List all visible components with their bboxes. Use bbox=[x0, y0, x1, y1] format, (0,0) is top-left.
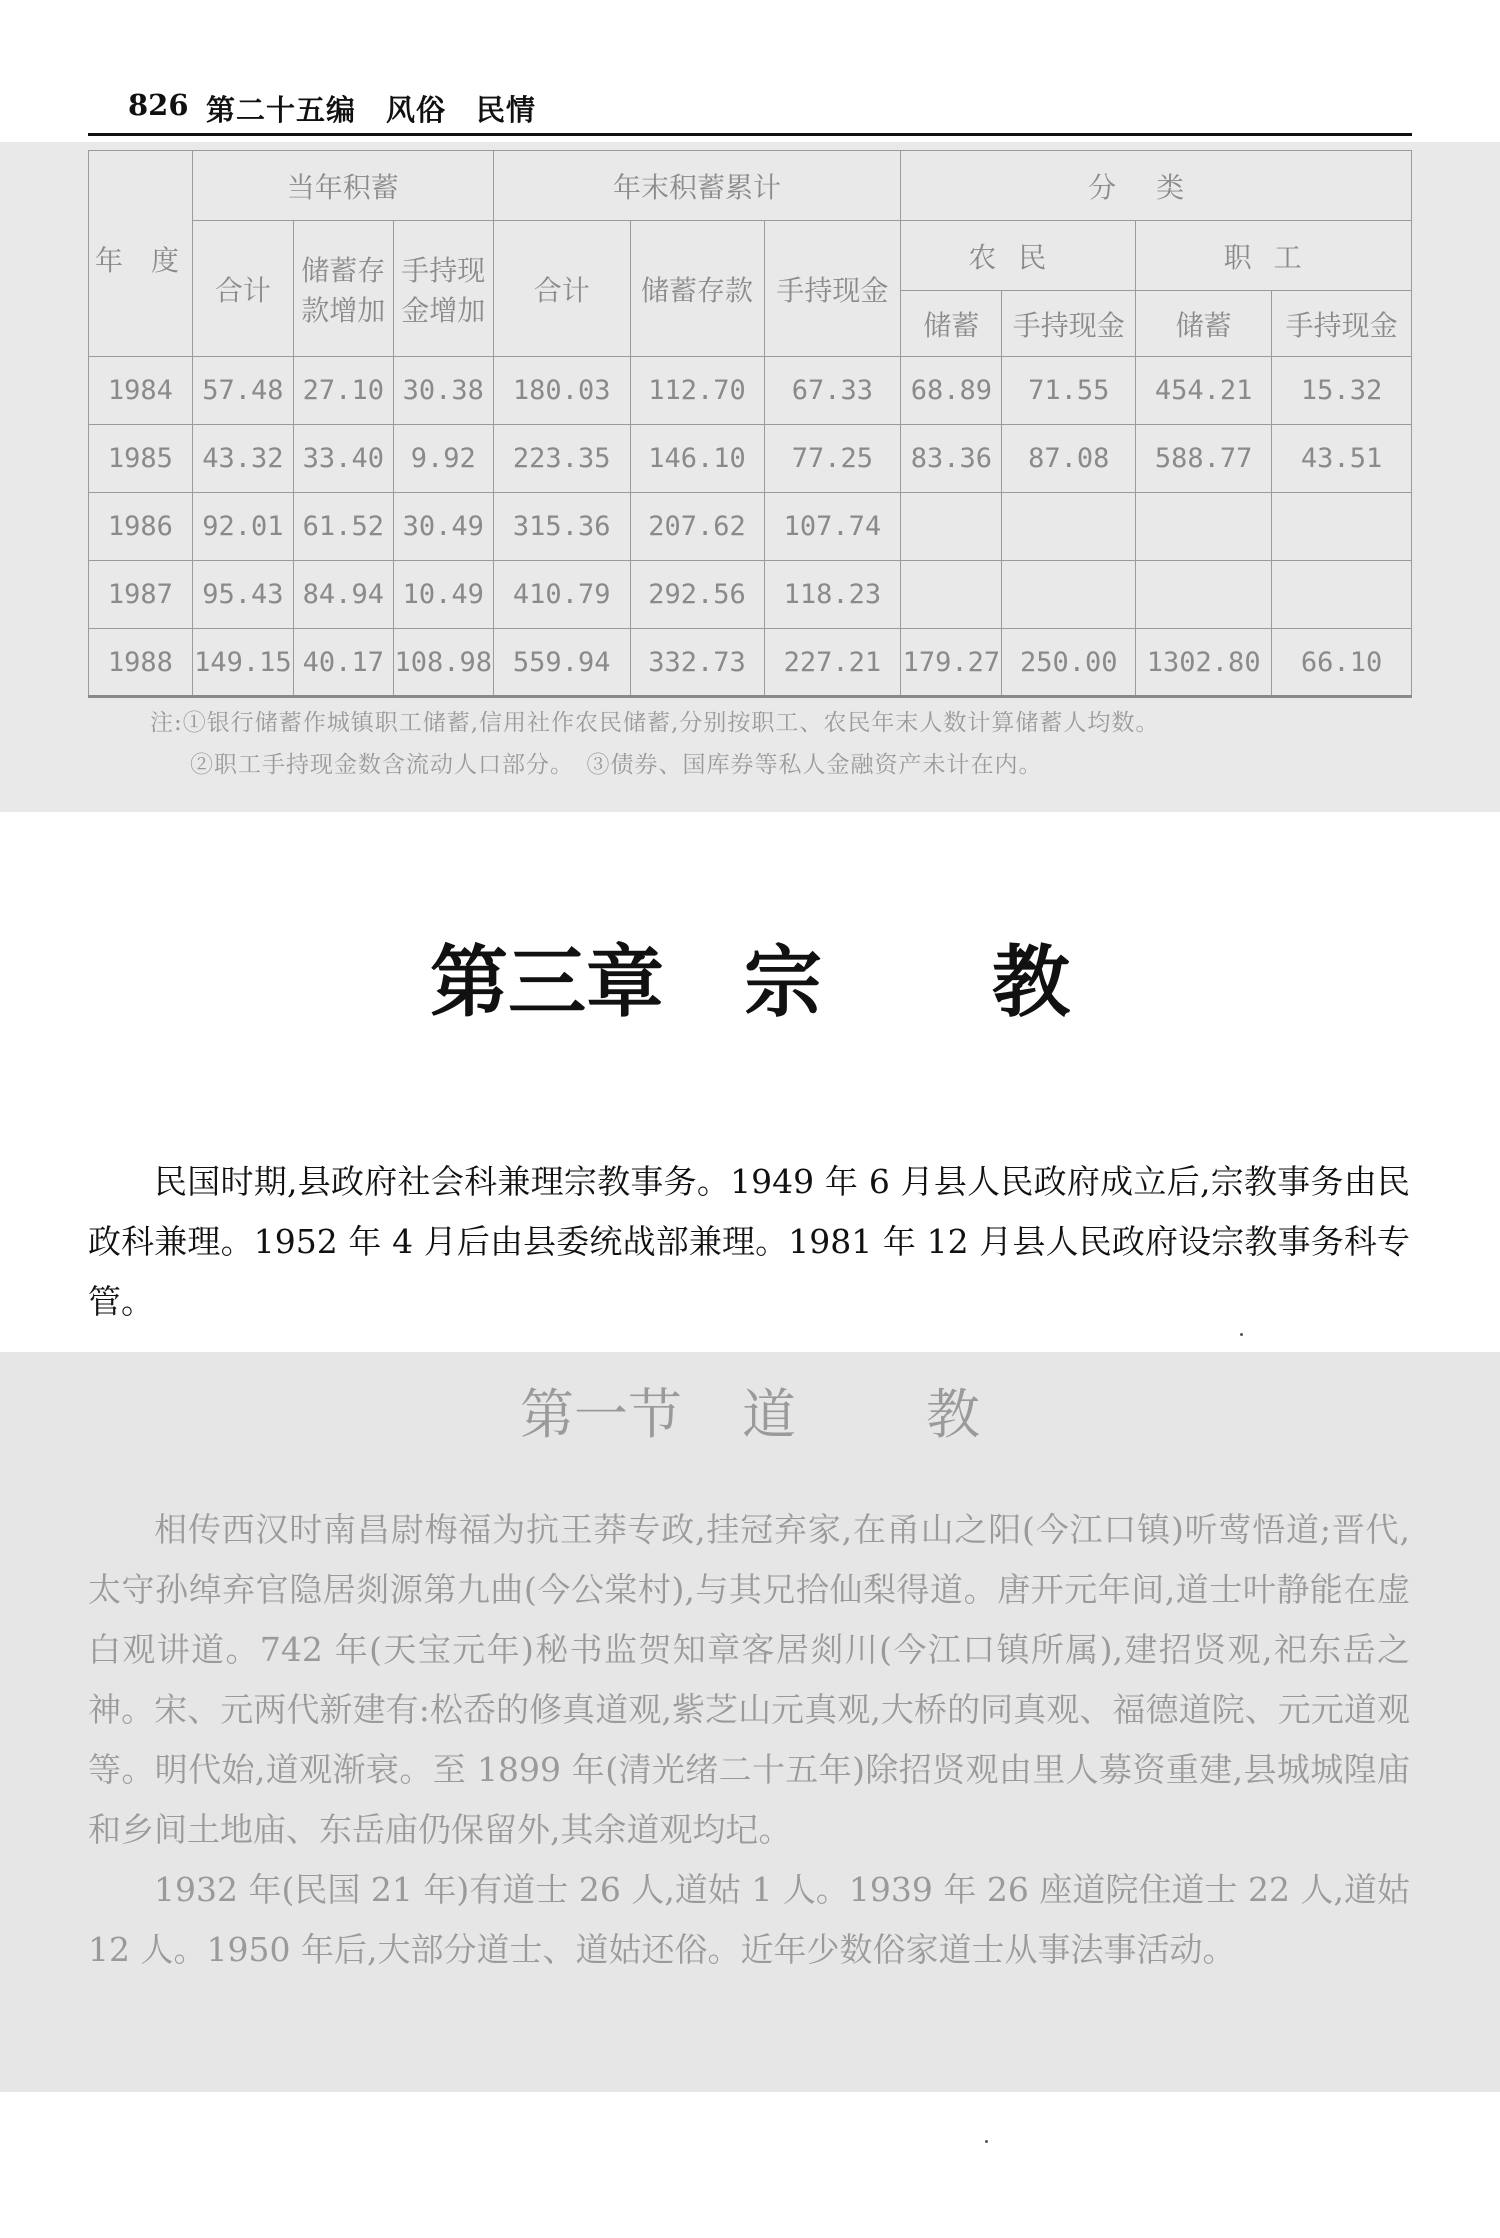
cell bbox=[901, 493, 1002, 561]
header-worker-cash: 手持现金 bbox=[1272, 291, 1412, 357]
section-paragraph-2: 1932 年(民国 21 年)有道士 26 人,道姑 1 人。1939 年 26 座道院住道士 22 人,道姑 12 人。1950 年后,大部分道士、道姑还俗。近年少数俗家道士从事法事活动。 bbox=[88, 1870, 1410, 1969]
table-band bbox=[0, 142, 1500, 812]
cell: 27.10 bbox=[293, 357, 393, 425]
table-row bbox=[89, 561, 1412, 629]
cell: 454.21 bbox=[1136, 357, 1272, 425]
cell: 30.38 bbox=[393, 357, 493, 425]
table-note-1: 注:①银行储蓄作城镇职工储蓄,信用社作农民储蓄,分别按职工、农民年末人数计算储蓄人均数。 bbox=[150, 710, 1160, 736]
cell bbox=[1272, 561, 1412, 629]
header-year: 年 度 bbox=[89, 151, 193, 357]
chapter-title bbox=[0, 920, 1500, 1032]
chapter-title-char-1: 宗 bbox=[743, 938, 822, 1028]
section-body bbox=[88, 1500, 1410, 1980]
header-farmer: 农民 bbox=[901, 221, 1136, 291]
header-farmer-savings: 储蓄 bbox=[901, 291, 1002, 357]
table-notes bbox=[150, 702, 1430, 786]
chapter-intro bbox=[88, 1152, 1410, 1332]
cell: 10.49 bbox=[393, 561, 493, 629]
cell: 9.92 bbox=[393, 425, 493, 493]
cell bbox=[1002, 493, 1136, 561]
header-total-2: 合计 bbox=[493, 221, 630, 357]
header-cumulative: 年末积蓄累计 bbox=[493, 151, 901, 221]
cell: 95.43 bbox=[192, 561, 293, 629]
cell: 68.89 bbox=[901, 357, 1002, 425]
cell: 1984 bbox=[89, 357, 193, 425]
cell: 1986 bbox=[89, 493, 193, 561]
section-title-char-1: 道 bbox=[742, 1383, 796, 1446]
cell: 180.03 bbox=[493, 357, 630, 425]
header-cash: 手持现金 bbox=[764, 221, 901, 357]
scan-speck bbox=[1240, 1333, 1243, 1336]
cell: 1985 bbox=[89, 425, 193, 493]
cell: 87.08 bbox=[1002, 425, 1136, 493]
running-title: 第二十五编 风俗 民情 bbox=[206, 93, 537, 127]
cell: 66.10 bbox=[1272, 629, 1412, 697]
cell: 33.40 bbox=[293, 425, 393, 493]
cell: 30.49 bbox=[393, 493, 493, 561]
cell: 227.21 bbox=[764, 629, 901, 697]
cell bbox=[1136, 561, 1272, 629]
header-worker-savings: 储蓄 bbox=[1136, 291, 1272, 357]
chapter-title-char-2: 教 bbox=[992, 938, 1071, 1028]
cell: 43.51 bbox=[1272, 425, 1412, 493]
header-rule bbox=[88, 133, 1412, 136]
page-header bbox=[88, 88, 1408, 130]
cell: 588.77 bbox=[1136, 425, 1272, 493]
cell: 179.27 bbox=[901, 629, 1002, 697]
header-total-1: 合计 bbox=[192, 221, 293, 357]
section-title-char-2: 教 bbox=[926, 1383, 980, 1446]
cell: 108.98 bbox=[393, 629, 493, 697]
cell bbox=[1136, 493, 1272, 561]
cell: 146.10 bbox=[630, 425, 764, 493]
cell: 92.01 bbox=[192, 493, 293, 561]
cell: 57.48 bbox=[192, 357, 293, 425]
scan-speck bbox=[985, 2140, 988, 2143]
section-number: 第一节 bbox=[520, 1383, 682, 1446]
cell: 1988 bbox=[89, 629, 193, 697]
cell: 332.73 bbox=[630, 629, 764, 697]
table-row bbox=[89, 357, 1412, 425]
header-cash-increase: 手持现金增加 bbox=[393, 221, 493, 357]
cell bbox=[901, 561, 1002, 629]
cell: 223.35 bbox=[493, 425, 630, 493]
section-title bbox=[0, 1372, 1500, 1449]
cell: 250.00 bbox=[1002, 629, 1136, 697]
cell: 112.70 bbox=[630, 357, 764, 425]
cell bbox=[1272, 493, 1412, 561]
header-worker: 职工 bbox=[1136, 221, 1412, 291]
cell: 84.94 bbox=[293, 561, 393, 629]
chapter-number: 第三章 bbox=[429, 938, 664, 1028]
intro-paragraph: 民国时期,县政府社会科兼理宗教事务。1949 年 6 月县人民政府成立后,宗教事务由民政科兼理。1952 年 4 月后由县委统战部兼理。1981 年 12 月县人民政府设宗教事务科专管。 bbox=[88, 1162, 1410, 1321]
cell: 43.32 bbox=[192, 425, 293, 493]
section-paragraph-1: 相传西汉时南昌尉梅福为抗王莽专政,挂冠弃家,在甬山之阳(今江口镇)听莺悟道;晋代,太守孙绰弃官隐居剡源第九曲(今公棠村),与其兄拾仙梨得道。唐开元年间,道士叶静能在虚白观讲道。742 年(天宝元年)秘书监贺知章客居剡川(今江口镇所属),建招贤观,祀东岳之神。宋、元两代新建有:松岙的修真道观,紫芝山元真观,大桥的同真观、福德道院、元元道观等。明代始,道观渐衰。至 1899 年(清光绪二十五年)除招贤观由里人募资重建,县城城隍庙和乡间土地庙、东岳庙仍保留外,其余道观均圮。 bbox=[88, 1510, 1410, 1849]
cell: 61.52 bbox=[293, 493, 393, 561]
cell: 207.62 bbox=[630, 493, 764, 561]
cell: 149.15 bbox=[192, 629, 293, 697]
header-classification: 分类 bbox=[901, 151, 1412, 221]
cell: 15.32 bbox=[1272, 357, 1412, 425]
header-deposit: 储蓄存款 bbox=[630, 221, 764, 357]
cell: 107.74 bbox=[764, 493, 901, 561]
header-deposit-increase: 储蓄存款增加 bbox=[293, 221, 393, 357]
cell: 118.23 bbox=[764, 561, 901, 629]
cell: 1302.80 bbox=[1136, 629, 1272, 697]
header-farmer-cash: 手持现金 bbox=[1002, 291, 1136, 357]
cell: 559.94 bbox=[493, 629, 630, 697]
section-band bbox=[0, 1352, 1500, 2092]
table-row bbox=[89, 629, 1412, 697]
cell: 315.36 bbox=[493, 493, 630, 561]
table-row bbox=[89, 425, 1412, 493]
cell bbox=[1002, 561, 1136, 629]
table-row bbox=[89, 493, 1412, 561]
cell: 40.17 bbox=[293, 629, 393, 697]
savings-table bbox=[88, 150, 1412, 698]
cell: 292.56 bbox=[630, 561, 764, 629]
cell: 410.79 bbox=[493, 561, 630, 629]
cell: 71.55 bbox=[1002, 357, 1136, 425]
cell: 1987 bbox=[89, 561, 193, 629]
table-note-2: ②职工手持现金数含流动人口部分。 ③债券、国库券等私人金融资产未计在内。 bbox=[190, 752, 1043, 778]
cell: 83.36 bbox=[901, 425, 1002, 493]
header-annual: 当年积蓄 bbox=[192, 151, 493, 221]
page-number: 826 bbox=[128, 88, 189, 122]
cell: 67.33 bbox=[764, 357, 901, 425]
cell: 77.25 bbox=[764, 425, 901, 493]
